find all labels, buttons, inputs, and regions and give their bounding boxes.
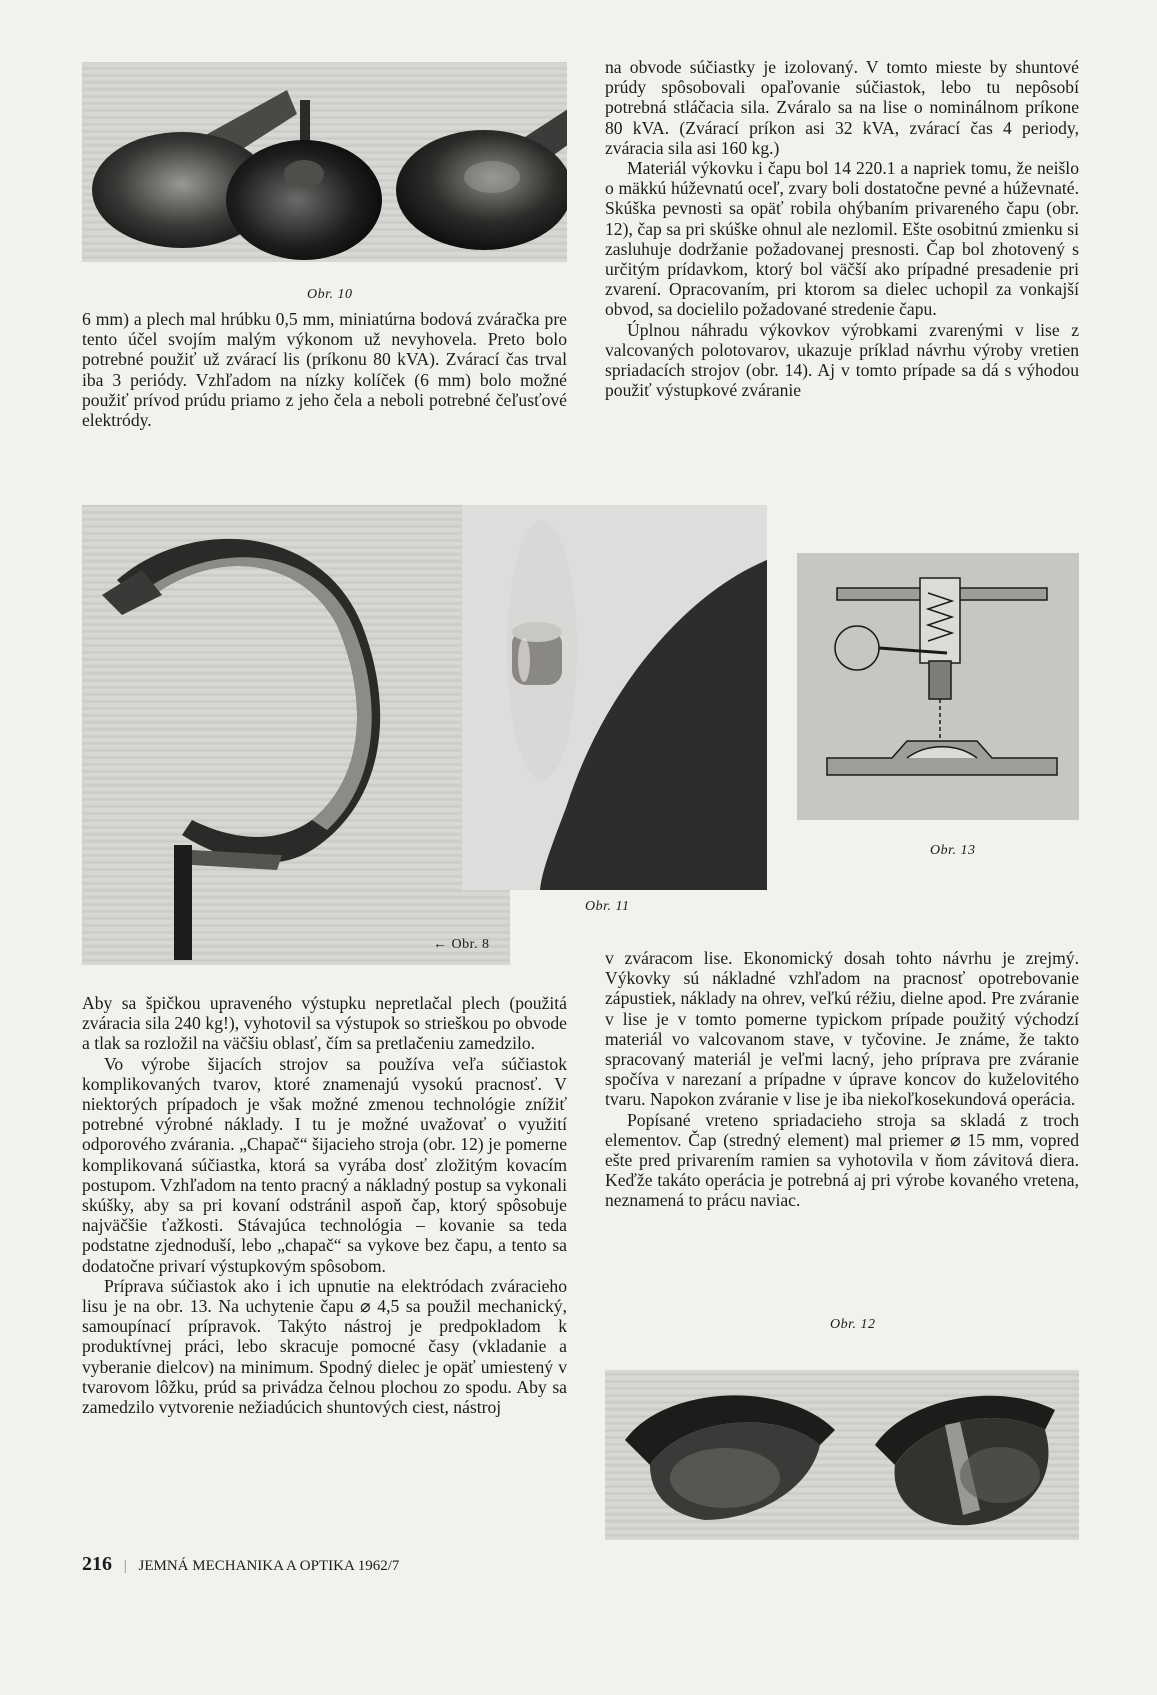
right-column-top — [605, 57, 1079, 400]
paragraph: Príprava súčiastok ako i ich upnutie na elektródach zváracieho lisu je na obr. 13. Na uchytenie čapu ⌀ 4,5 sa použil mechanický, samoupínací prípravok. Takýto nástroj je predpokladom k produktívnej práci, lebo skracuje pomocné časy (vkladanie a vyberanie dielcov) na minimum. Spodný dielec je opäť umiestený v tvarovom lôžku, prúd sa privádza čelnou plochou zo spodu. Aby sa zamedzilo vytvorenie nežiadúcich shuntových ciest, nástroj — [82, 1275, 567, 1418]
page-number: 216 — [82, 1553, 112, 1575]
figure-11-image — [462, 505, 767, 890]
paragraph: Aby sa špičkou upraveného výstupku nepretlačal plech (použitá zváracia sila 240 kg!), vyhotovil sa výstupok so strieškou po obvode a tlak sa rozložil na väčšiu oblasť, čím sa pretlačeniu zamedzilo. — [82, 993, 567, 1054]
figure-12-photo — [605, 1370, 1079, 1540]
figure-11-photo — [462, 505, 767, 890]
page-footer — [82, 1553, 399, 1576]
paragraph: Popísané vreteno spriadacieho stroja sa skladá z troch elementov. Čap (stredný element) mal priemer ⌀ 15 mm, vopred ešte pred privarením ramien sa vyhotovila v ňom závitová diera. Keďže takáto operácia je potrebná aj pri výrobe kovaného vretena, neznamená to prácu naviac. — [605, 1109, 1079, 1211]
figure-12-image — [605, 1370, 1079, 1540]
paragraph: na obvode súčiastky je izolovaný. V tomto mieste by shuntové prúdy spôsobovali opaľovanie súčiastok, lebo tu nepôsobí potrebná stláčacia sila. Zváralo sa na lise o nominálnom príkone 80 kVA. (Zvárací príkon asi 32 kVA, zvárací čas 4 periody, zváracia sila asi 160 kg.) — [605, 57, 1079, 158]
left-column-top — [82, 309, 567, 430]
paragraph: Materiál výkovku i čapu bol 14 220.1 a napriek tomu, že neišlo o mäkkú húževnatú oceľ, zvary boli dostatočne pevné a húževnaté. Skúška pevnosti sa opäť robila ohýbaním privareného čapu (obr. 12), čap sa pri skúške ohnul ale nezlomil. Ešte osobitnú zmienku si zasluhuje dodržanie požadovanej presnosti. Čap bol zhotovený s určitým prídavkom, ktorý bol väčší ako prípadné presadenie pri zvarení. Opracovaním, pri ktorom sa dielec uchopil za vonkajší obvod, sa docielilo požadované stredenie čapu. — [605, 158, 1079, 320]
journal-name: JEMNÁ MECHANIKA A OPTIKA 1962/7 — [138, 1558, 400, 1574]
figure-13-image — [797, 553, 1079, 820]
figure-12-caption: Obr. 12 — [830, 1317, 876, 1332]
figure-8-photo — [82, 505, 510, 965]
figure-10-caption: Obr. 10 — [307, 287, 353, 302]
left-column-bottom — [82, 993, 567, 1417]
paragraph: Úplnou náhradu výkovkov výrobkami zvarenými v lise z valcovaných polotovarov, ukazuje príklad návrhu výroby vretien spriadacích strojov (obr. 14). Aj v tomto prípade sa dá s výhodou použiť výstupkové zváranie — [605, 319, 1079, 401]
figure-10-photo — [82, 62, 567, 262]
paragraph: Vo výrobe šijacích strojov sa používa veľa súčiastok komplikovaných tvarov, ktoré znamenajú vysokú pracnosť. V niektorých prípadoch je však možné zmenou technológie znížiť potrebné výrobné náklady. I tu je možné uvažovať o využití odporového zvárania. „Chapač“ šijacieho stroja (obr. 12) je pomerne komplikovaná súčiastka, ktorá sa vyrába dosť zložitým kovacím postupom. Vzhľadom na tento pracný a nákladný postup sa vykonali skúšky, aby sa pri kovaní odstránil aspoň čap, ktorý spôsobuje najväčšie ťažkosti. Stávajúca technológia – kovanie sa teda podstatne zjednoduší, lebo „chapač“ sa vykove bez čapu, a tento sa dodatočne privarí výstupkovým spôsobom. — [82, 1053, 567, 1276]
footer-separator: | — [123, 1558, 127, 1574]
figure-13-diagram — [797, 553, 1079, 820]
right-column-bottom — [605, 948, 1079, 1211]
paragraph: 6 mm) a plech mal hrúbku 0,5 mm, miniatúrna bodová zváračka pre tento účel svojím malým výkonom už nevyhovela. Preto bolo potrebné použiť už zvárací lis (príkonu 80 kVA). Zvárací čas trval iba 3 periódy. Vzhľadom na nízky kolíček (6 mm) bolo možné použiť prívod prúdu priamo z jeho čela a neboli potrebné čeľusťové elektródy. — [82, 309, 567, 431]
figure-8-caption: ← Obr. 8 — [433, 937, 490, 952]
figure-10-image — [82, 62, 567, 262]
paragraph: v zváracom lise. Ekonomický dosah tohto návrhu je zrejmý. Výkovky sú nákladné vzhľadom na pracnosť opotrebovanie zápustiek, náklady na ohrev, veľkú réžiu, dielne apod. Pre zváranie v lise je v tomto pomerne typickom prípade použitý východzí materiál vo valcovanom stave, v tyčovine. Je známe, že takto spracovaný materiál je veľmi lacný, jeho príprava pre zváranie spočíva v narezaní a prípadne v úprave koncov do kuželovitého tvaru. Napokon zváranie v lise je iba niekoľkosekundová operácia. — [605, 948, 1079, 1110]
figure-11-caption: Obr. 11 — [585, 899, 630, 914]
figure-8-image — [82, 505, 510, 965]
figure-13-caption: Obr. 13 — [930, 843, 976, 858]
